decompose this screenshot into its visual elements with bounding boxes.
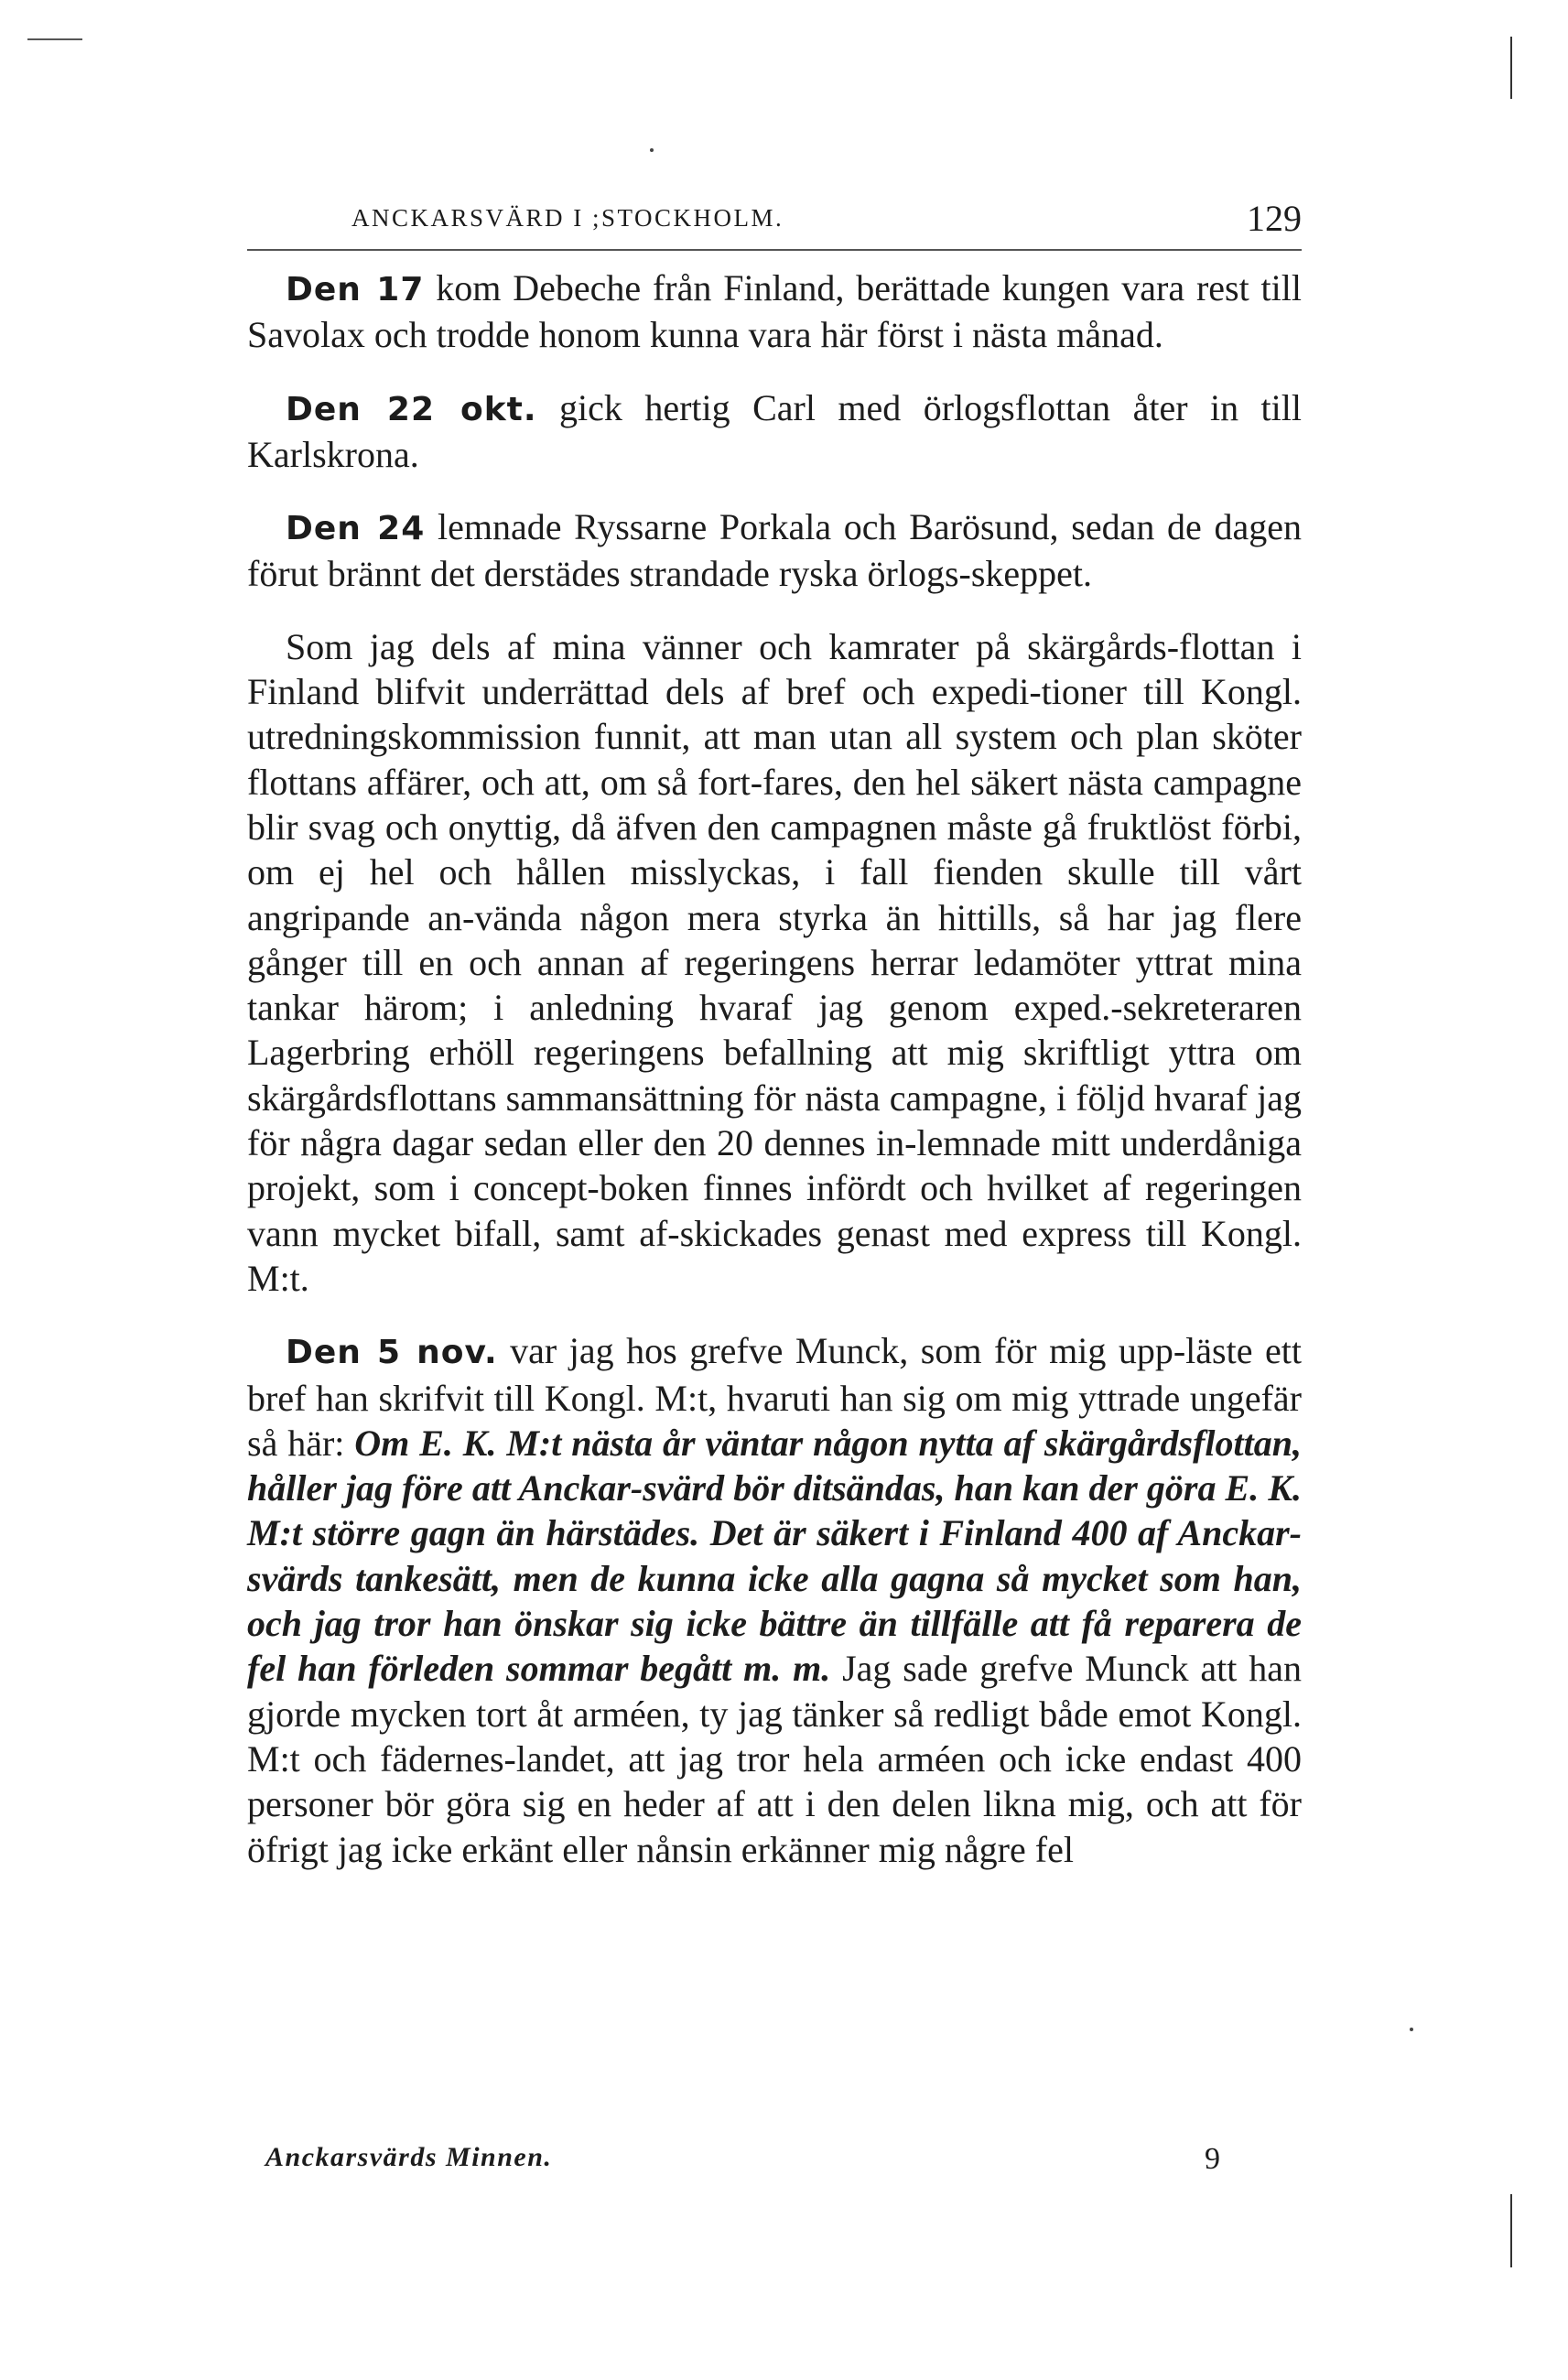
entry-date: Den 24 bbox=[286, 510, 426, 548]
paragraph bbox=[247, 504, 1302, 597]
scan-speck bbox=[650, 148, 654, 152]
paragraph bbox=[247, 385, 1302, 478]
scan-mark bbox=[1510, 37, 1512, 99]
entry-date: Den 22 okt. bbox=[286, 390, 537, 428]
body-text bbox=[247, 265, 1302, 1899]
scan-mark bbox=[1510, 2194, 1512, 2267]
paragraph bbox=[247, 624, 1302, 1301]
running-header bbox=[247, 197, 1302, 243]
running-title: ANCKARSVÄRD I ;STOCKHOLM. bbox=[351, 204, 784, 232]
paragraph bbox=[247, 1328, 1302, 1872]
sheet-number: 9 bbox=[1205, 2142, 1220, 2176]
paragraph-text: var jag hos grefve Munck, som för mig upp-läste ett bref han skrifvit till Kongl. M:t, hvaruti han sig om mig yttrade ungefär så här: bbox=[247, 1330, 1302, 1464]
paragraph-text: kom Debeche från Finland, berättade kungen vara rest till Savolax och trodde honom kunna vara här först i nästa månad. bbox=[247, 267, 1302, 356]
paragraph bbox=[247, 265, 1302, 358]
scan-mark bbox=[27, 38, 82, 40]
paragraph-text: gick hertig Carl med örlogsflottan åter in till Karlskrona. bbox=[247, 386, 1302, 475]
page-number: 129 bbox=[1247, 198, 1302, 239]
footer-signature: Anckarsvärds Minnen. bbox=[265, 2142, 553, 2172]
entry-date: Den 17 bbox=[286, 271, 425, 308]
paragraph-text: Som jag dels af mina vänner och kamrater på skärgårds-flottan i Finland blifvit underrättad dels af bref och expedi-tioner till Kongl. utredningskommission funnit, att man utan all system och plan sköter flottans affärer, och att, om så fort-fares, den hel säkert nästa campagne blir svag och onyttig, då äfven den campagnen måste gå fruktlöst förbi, om ej hel och hållen misslyckas, i fall fienden skulle till vårt angripande an-vända någon mera styrka än hittills, så har jag flere gånger till en och annan af regeringens herrar ledamöter yttrat mina tankar härom; i anledning hvaraf jag genom exped.-sekreteraren Lagerbring erhöll regeringens befallning att mig skriftligt yttra om skärgårdsflottans sammansättning för nästa campagne, i följd hvaraf jag för några dagar sedan eller den 20 dennes in-lemnade mitt underdåniga projekt, som i concept-boken finnes infördt och hvilket af regeringen vann mycket bifall, samt af-skickades genast med express till Kongl. M:t. bbox=[247, 625, 1302, 1299]
paragraph-text: lemnade Ryssarne Porkala och Barösund, sedan de dagen förut brännt det derstädes strandade ryska örlogs-skeppet. bbox=[247, 506, 1303, 595]
header-rule bbox=[247, 249, 1302, 251]
scan-speck bbox=[1410, 2028, 1413, 2031]
quoted-letter: Om E. K. M:t nästa år väntar någon nytta af skärgårdsflottan, håller jag före att Anckar-svärd bör ditsändas, han kan der göra E. K. M:t större gagn än härstädes. Det är säkert i Finland 400 af Anckar-svärds tankesätt, men de kunna icke alla gagna så mycket som han, och jag tror han önskar sig icke bättre än tillfälle att få reparera de fel han förleden sommar begått m. m. bbox=[247, 1422, 1302, 1690]
paragraph-text: Jag sade grefve Munck att han gjorde mycken tort åt arméen, ty jag tänker så redligt både emot Kongl. M:t och fädernes-landet, att jag tror hela arméen och icke endast 400 personer bör göra sig en heder af att i den delen likna mig, och att för öfrigt jag icke erkänt eller nånsin erkänner mig någre fel bbox=[247, 1648, 1302, 1870]
page-footer bbox=[247, 2142, 1302, 2188]
entry-date: Den 5 nov. bbox=[286, 1334, 498, 1372]
